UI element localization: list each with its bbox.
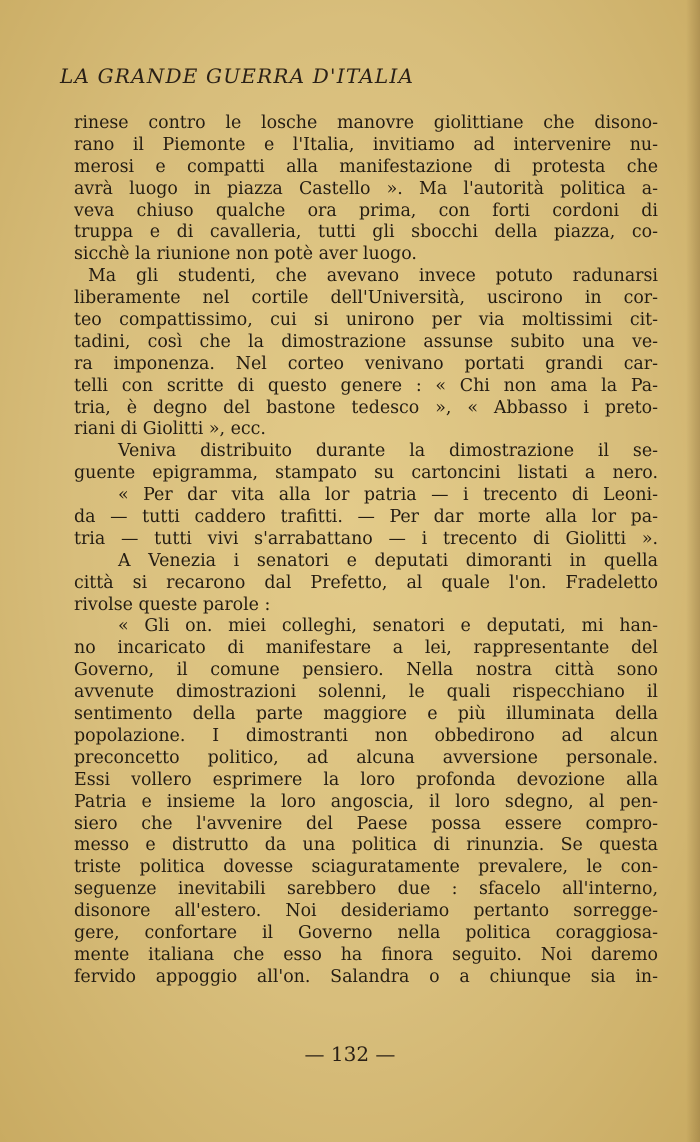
text-line: disonore all'estero. Noi desideriamo pertanto sorregge- [74,901,658,922]
text-line: Ma gli studenti, che avevano invece potuto radunarsi [88,266,658,287]
text-line: tria — tutti vivi s'arrabattano — i trecento di Giolitti ». [74,528,658,549]
text-line: veva chiuso qualche ora prima, con forti cordoni di [74,200,658,221]
text-line: no incaricato di manifestare a lei, rappresentante del [74,638,658,659]
text-line: avvenute dimostrazioni solenni, le quali rispecchiano il [74,682,658,703]
text-line: « Per dar vita alla lor patria — i trecento di Leoni- [118,485,658,506]
text-line: truppa e di cavalleria, tutti gli sbocchi della piazza, co- [74,222,658,243]
text-line: Patria e insieme la loro angoscia, il loro sdegno, al pen- [74,791,658,812]
text-line: tria, è degno del bastone tedesco », « Abbasso i preto- [74,397,658,418]
text-line: mente italiana che esso ha finora seguito. Noi daremo [74,944,658,965]
text-line: avrà luogo in piazza Castello ». Ma l'autorità politica a- [74,178,658,199]
text-line: sentimento della parte maggiore e più illuminata della [74,704,658,725]
page-number: — 132 — [304,1042,396,1066]
text-line: gere, confortare il Governo nella politica coraggiosa- [74,922,658,943]
text-line: messo e distrutto da una politica di rinunzia. Se questa [74,835,658,856]
text-line: riani di Giolitti », ecc. [74,419,266,440]
text-line: « Gli on. miei colleghi, senatori e deputati, mi han- [118,616,658,637]
text-line: rinese contro le losche manovre giolittiane che disono- [74,113,658,133]
text-line: merosi e compatti alla manifestazione di protesta che [74,156,658,177]
text-line: guente epigramma, stampato su cartoncini listati a nero. [74,463,658,484]
text-line: città si recarono dal Prefetto, al quale l'on. Fradeletto [74,572,658,593]
text-line: popolazione. I dimostranti non obbedirono ad alcun [74,725,658,746]
text-line: rivolse queste parole : [74,594,271,615]
text-line: ra imponenza. Nel corteo venivano portati grandi car- [74,353,658,374]
text-line: preconcetto politico, ad alcuna avversione personale. [74,747,658,768]
text-line: triste politica dovesse sciaguratamente prevalere, le con- [74,857,658,878]
text-line: rano il Piemonte e l'Italia, invitiamo ad intervenire nu- [74,134,658,155]
text-line: Governo, il comune pensiero. Nella nostra città sono [74,660,658,681]
body-text [74,113,658,989]
text-line: A Venezia i senatori e deputati dimoranti in quella [118,550,658,571]
text-line: teo compattissimo, cui si unirono per via moltissimi cit- [74,310,658,331]
text-line: tadini, così che la dimostrazione assunse subito una ve- [74,331,658,352]
text-line: da — tutti caddero trafitti. — Per dar morte alla lor pa- [74,507,658,528]
text-line: seguenze inevitabili sarebbero due : sfacelo all'interno, [74,879,658,900]
text-line: sicchè la riunione non potè aver luogo. [74,244,417,265]
text-line: Essi vollero esprimere la loro profonda devozione alla [74,769,658,790]
running-title: LA GRANDE GUERRA D'ITALIA [60,64,415,88]
text-line: siero che l'avvenire del Paese possa essere compro- [74,813,658,834]
text-line: fervido appoggio all'on. Salandra o a chiunque sia in- [74,966,658,987]
text-line: Veniva distribuito durante la dimostrazione il se- [118,441,658,462]
text-line: liberamente nel cortile dell'Università, uscirono in cor- [74,288,658,309]
text-line: telli con scritte di questo genere : « Chi non ama la Pa- [74,375,658,396]
